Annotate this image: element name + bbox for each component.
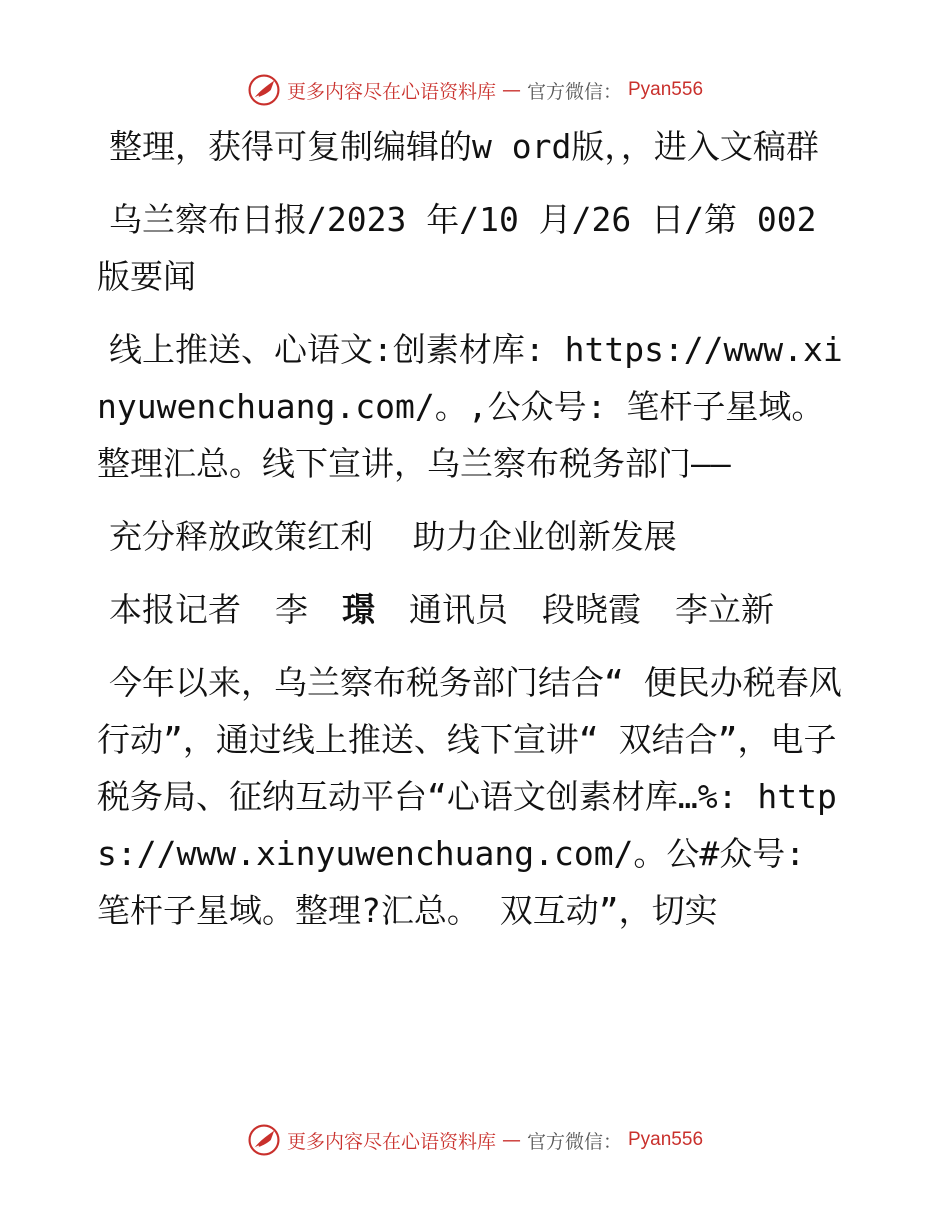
paragraph-promo-text: 线上推送、心语文:创素材库: https://www.xinyuwenchuang.com/。,公众号: 笔杆子星域。整理汇总。线下宣讲，乌兰察布税务部门—— <box>97 330 843 483</box>
paragraph-source-text: 乌兰察布日报/2023 年/10 月/26 日/第 002 版要闻 <box>97 200 817 296</box>
paragraph-intro <box>97 118 857 175</box>
paragraph-promo <box>97 321 857 492</box>
paragraph-source <box>97 191 857 305</box>
byline-reporter-name-part-a: 李 <box>275 590 308 629</box>
paragraph-body-text: 今年以来，乌兰察布税务部门结合“ 便民办税春风行动”，通过线上推送、线下宣讲“ 双结合”，电子税务局、征纳互动平台“心语文创素材库…%: https://www.xinyuwenchuang.com/。公#众号: 笔杆子星域。整理?汇总。 双互动”，切实 <box>97 663 842 930</box>
header-separator: — <box>501 79 521 101</box>
byline-correspondent-label: 通讯员 <box>409 590 508 629</box>
article-headline-text: 充分释放政策红利 助力企业创新发展 <box>109 517 677 556</box>
byline-reporter-name-part-b: 璟 <box>342 590 375 629</box>
footer-official-label: 官方微信： <box>526 1130 622 1153</box>
document-body <box>97 118 857 955</box>
header-banner <box>0 70 950 110</box>
footer-banner-inner <box>247 1123 703 1157</box>
paragraph-body <box>97 654 857 939</box>
header-official-label: 官方微信： <box>526 80 622 103</box>
pen-nib-logo-icon <box>247 73 281 107</box>
article-headline <box>97 508 857 565</box>
header-promo-text: 更多内容尽在心语资料库 <box>286 80 496 103</box>
byline-reporter-name <box>275 590 375 629</box>
header-wechat-id: Pyan556 <box>628 79 704 100</box>
footer-banner <box>0 1120 950 1160</box>
article-byline <box>97 581 857 638</box>
byline-correspondent-1: 段晓霞 <box>542 590 641 629</box>
pen-nib-logo-icon <box>247 1123 281 1157</box>
paragraph-intro-text: 整理，获得可复制编辑的w ord版，，进入文稿群 <box>109 127 819 166</box>
header-banner-inner <box>247 73 703 107</box>
footer-separator: — <box>501 1129 521 1151</box>
byline-correspondent-2: 李立新 <box>675 590 774 629</box>
byline-reporter-label: 本报记者 <box>109 590 241 629</box>
footer-wechat-id: Pyan556 <box>628 1129 704 1150</box>
footer-promo-text: 更多内容尽在心语资料库 <box>286 1130 496 1153</box>
